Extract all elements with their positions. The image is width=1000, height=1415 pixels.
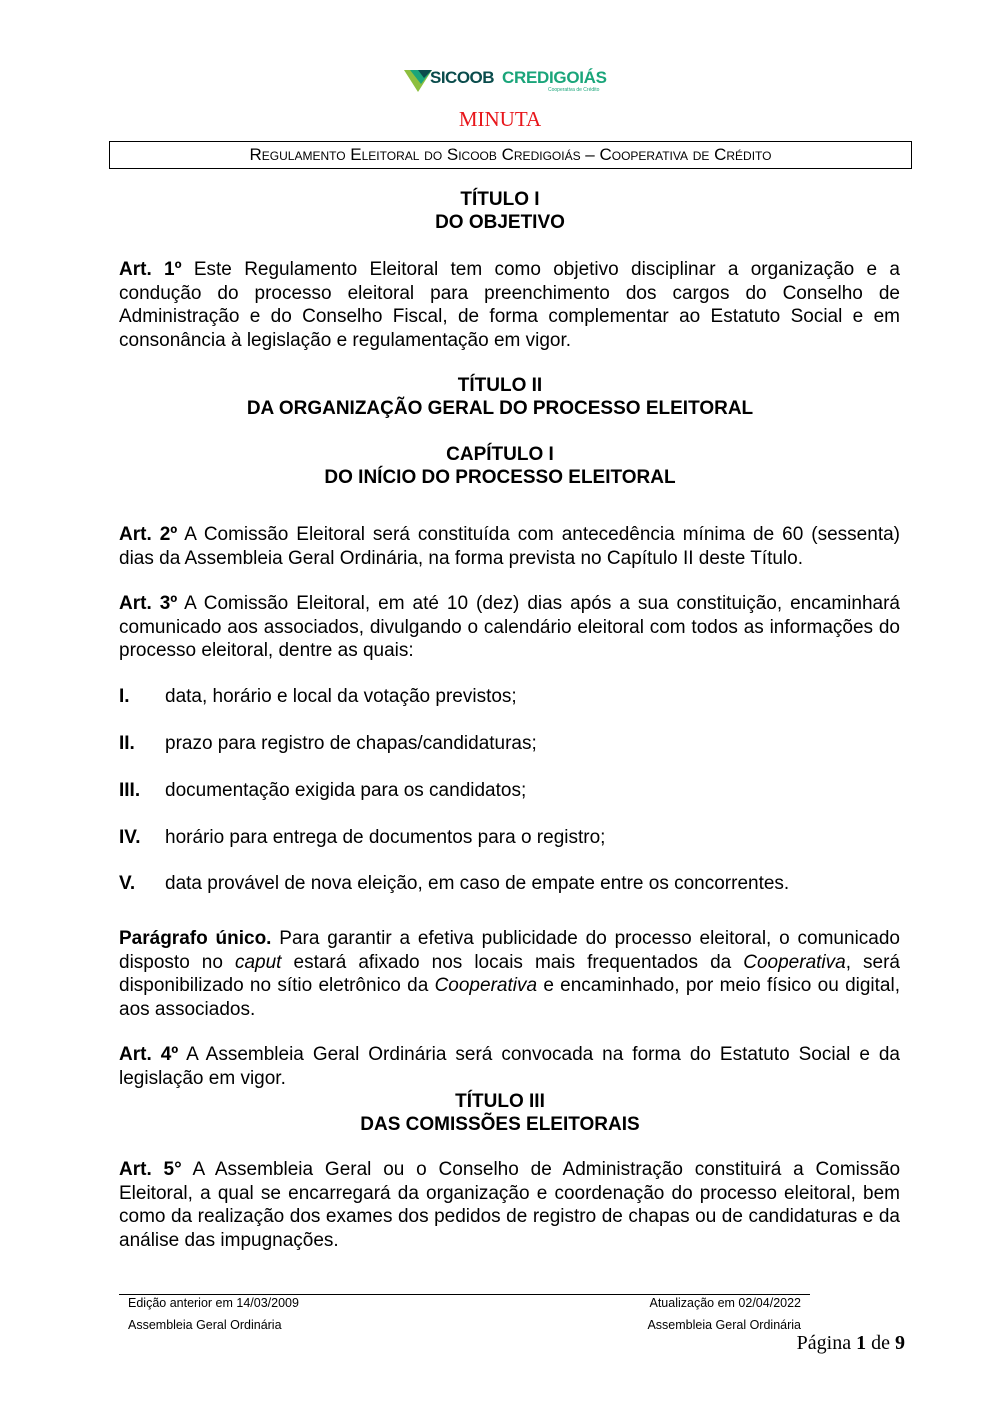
- footer-update-assembly: Assembleia Geral Ordinária: [647, 1318, 801, 1332]
- heading-line: DAS COMISSÕES ELEITORAIS: [360, 1114, 640, 1135]
- paragraph-text: estará afixado nos locais mais frequentados da: [281, 951, 744, 973]
- article-text: A Comissão Eleitoral, em até 10 (dez) dias após a sua constituição, encaminhará comunicado aos associados, divulgando o calendário eleitoral com todos as informações do processo eleitoral, dentre as quais:: [119, 593, 900, 661]
- heading-line: DA ORGANIZAÇÃO GERAL DO PROCESSO ELEITORAL: [246, 398, 754, 419]
- document-title: Regulamento Eleitoral do Sicoob Credigoiás – Cooperativa de Crédito: [109, 141, 912, 169]
- list-item: [119, 732, 537, 755]
- item-number: III.: [119, 780, 141, 801]
- article-label: Art. 3º: [119, 593, 178, 614]
- draft-label: MINUTA: [458, 107, 542, 131]
- article-1: [119, 258, 900, 352]
- heading-line: TÍTULO II: [457, 375, 543, 396]
- paragrafo-unico: [119, 927, 900, 1021]
- article-label: Art. 1º: [119, 259, 182, 280]
- footer-update-date: Atualização em 02/04/2022: [649, 1296, 801, 1310]
- titulo-1-heading: [0, 188, 1000, 234]
- footer-divider: [119, 1294, 810, 1295]
- paragraph-text: , será disponibilizado no sítio eletrônico da: [119, 951, 900, 996]
- capitulo-1-heading: [0, 443, 1000, 489]
- list-item: [119, 826, 605, 849]
- list-item: [119, 779, 526, 802]
- heading-line: DO OBJETIVO: [435, 212, 565, 233]
- heading-line: DO INÍCIO DO PROCESSO ELEITORAL: [324, 467, 676, 488]
- page-number: [797, 1332, 905, 1355]
- heading-line: CAPÍTULO I: [446, 444, 554, 465]
- item-text: prazo para registro de chapas/candidaturas;: [165, 733, 537, 754]
- item-text: data provável de nova eleição, em caso de empate entre os concorrentes.: [165, 873, 790, 894]
- article-text: A Assembleia Geral ou o Conselho de Administração constituirá a Comissão Eleitoral, a qual se encarregará da organização e coordenação do processo eleitoral, bem como da realização dos exames dos pedidos de registro de chapas ou de candidaturas e da análise das impugnações.: [119, 1159, 901, 1251]
- paragraph-label: Parágrafo único.: [119, 928, 272, 949]
- heading-line: TÍTULO I: [460, 189, 540, 210]
- sicoob-credigoias-logo: [404, 68, 624, 96]
- logo-text-sicoob: SICOOB: [430, 68, 495, 87]
- paragraph-italic: Cooperativa: [434, 975, 538, 996]
- item-text: data, horário e local da votação previstos;: [165, 686, 517, 707]
- logo-text-credigoias: CREDIGOIÁS: [502, 68, 607, 87]
- footer-previous-edition: Edição anterior em 14/03/2009: [128, 1296, 299, 1310]
- item-number: IV.: [119, 827, 141, 848]
- paragraph-italic: caput: [234, 951, 282, 973]
- article-label: Art. 5°: [119, 1159, 182, 1180]
- article-2: [119, 523, 900, 570]
- logo-subtitle: Cooperativa de Crédito: [548, 87, 600, 93]
- heading-line: TÍTULO III: [455, 1091, 545, 1112]
- article-text: Este Regulamento Eleitoral tem como objetivo disciplinar a organização e a condução do processo eleitoral para preenchimento dos cargos do Conselho de Administração e do Conselho Fiscal, de forma complementar ao Estatuto Social e em consonância à legislação e regulamentação em vigor.: [119, 259, 900, 351]
- list-item: [119, 685, 517, 708]
- logo-mark-icon: [404, 70, 432, 94]
- article-3: [119, 592, 900, 663]
- paragraph-italic: Cooperativa: [743, 951, 846, 973]
- paragraph-text: Para garantir a efetiva publicidade do processo eleitoral, o comunicado disposto no: [119, 928, 900, 973]
- page-prefix: Página: [796, 1332, 857, 1354]
- article-label: Art. 2º: [119, 524, 178, 545]
- article-4: [119, 1043, 900, 1090]
- article-label: Art. 4º: [119, 1044, 179, 1065]
- paragraph-text: e encaminhado, por meio físico ou digital, aos associados.: [119, 975, 901, 1020]
- item-number: I.: [119, 686, 130, 707]
- footer-previous-assembly: Assembleia Geral Ordinária: [128, 1318, 282, 1332]
- titulo-2-heading: [0, 374, 1000, 420]
- titulo-3-heading: [0, 1090, 1000, 1136]
- article-5: [119, 1158, 900, 1252]
- item-number: II.: [119, 733, 135, 754]
- item-number: V.: [119, 873, 136, 894]
- item-text: documentação exigida para os candidatos;: [165, 780, 527, 801]
- page-sep: de: [866, 1332, 895, 1354]
- article-text: A Comissão Eleitoral será constituída com antecedência mínima de 60 (sessenta) dias da Assembleia Geral Ordinária, na forma prevista no Capítulo II deste Título.: [119, 524, 900, 569]
- list-item: [119, 872, 789, 895]
- page-current: 1: [856, 1332, 867, 1354]
- item-text: horário para entrega de documentos para o registro;: [165, 827, 606, 848]
- article-text: A Assembleia Geral Ordinária será convocada na forma do Estatuto Social e da legislação em vigor.: [119, 1044, 900, 1089]
- page-total: 9: [895, 1332, 905, 1354]
